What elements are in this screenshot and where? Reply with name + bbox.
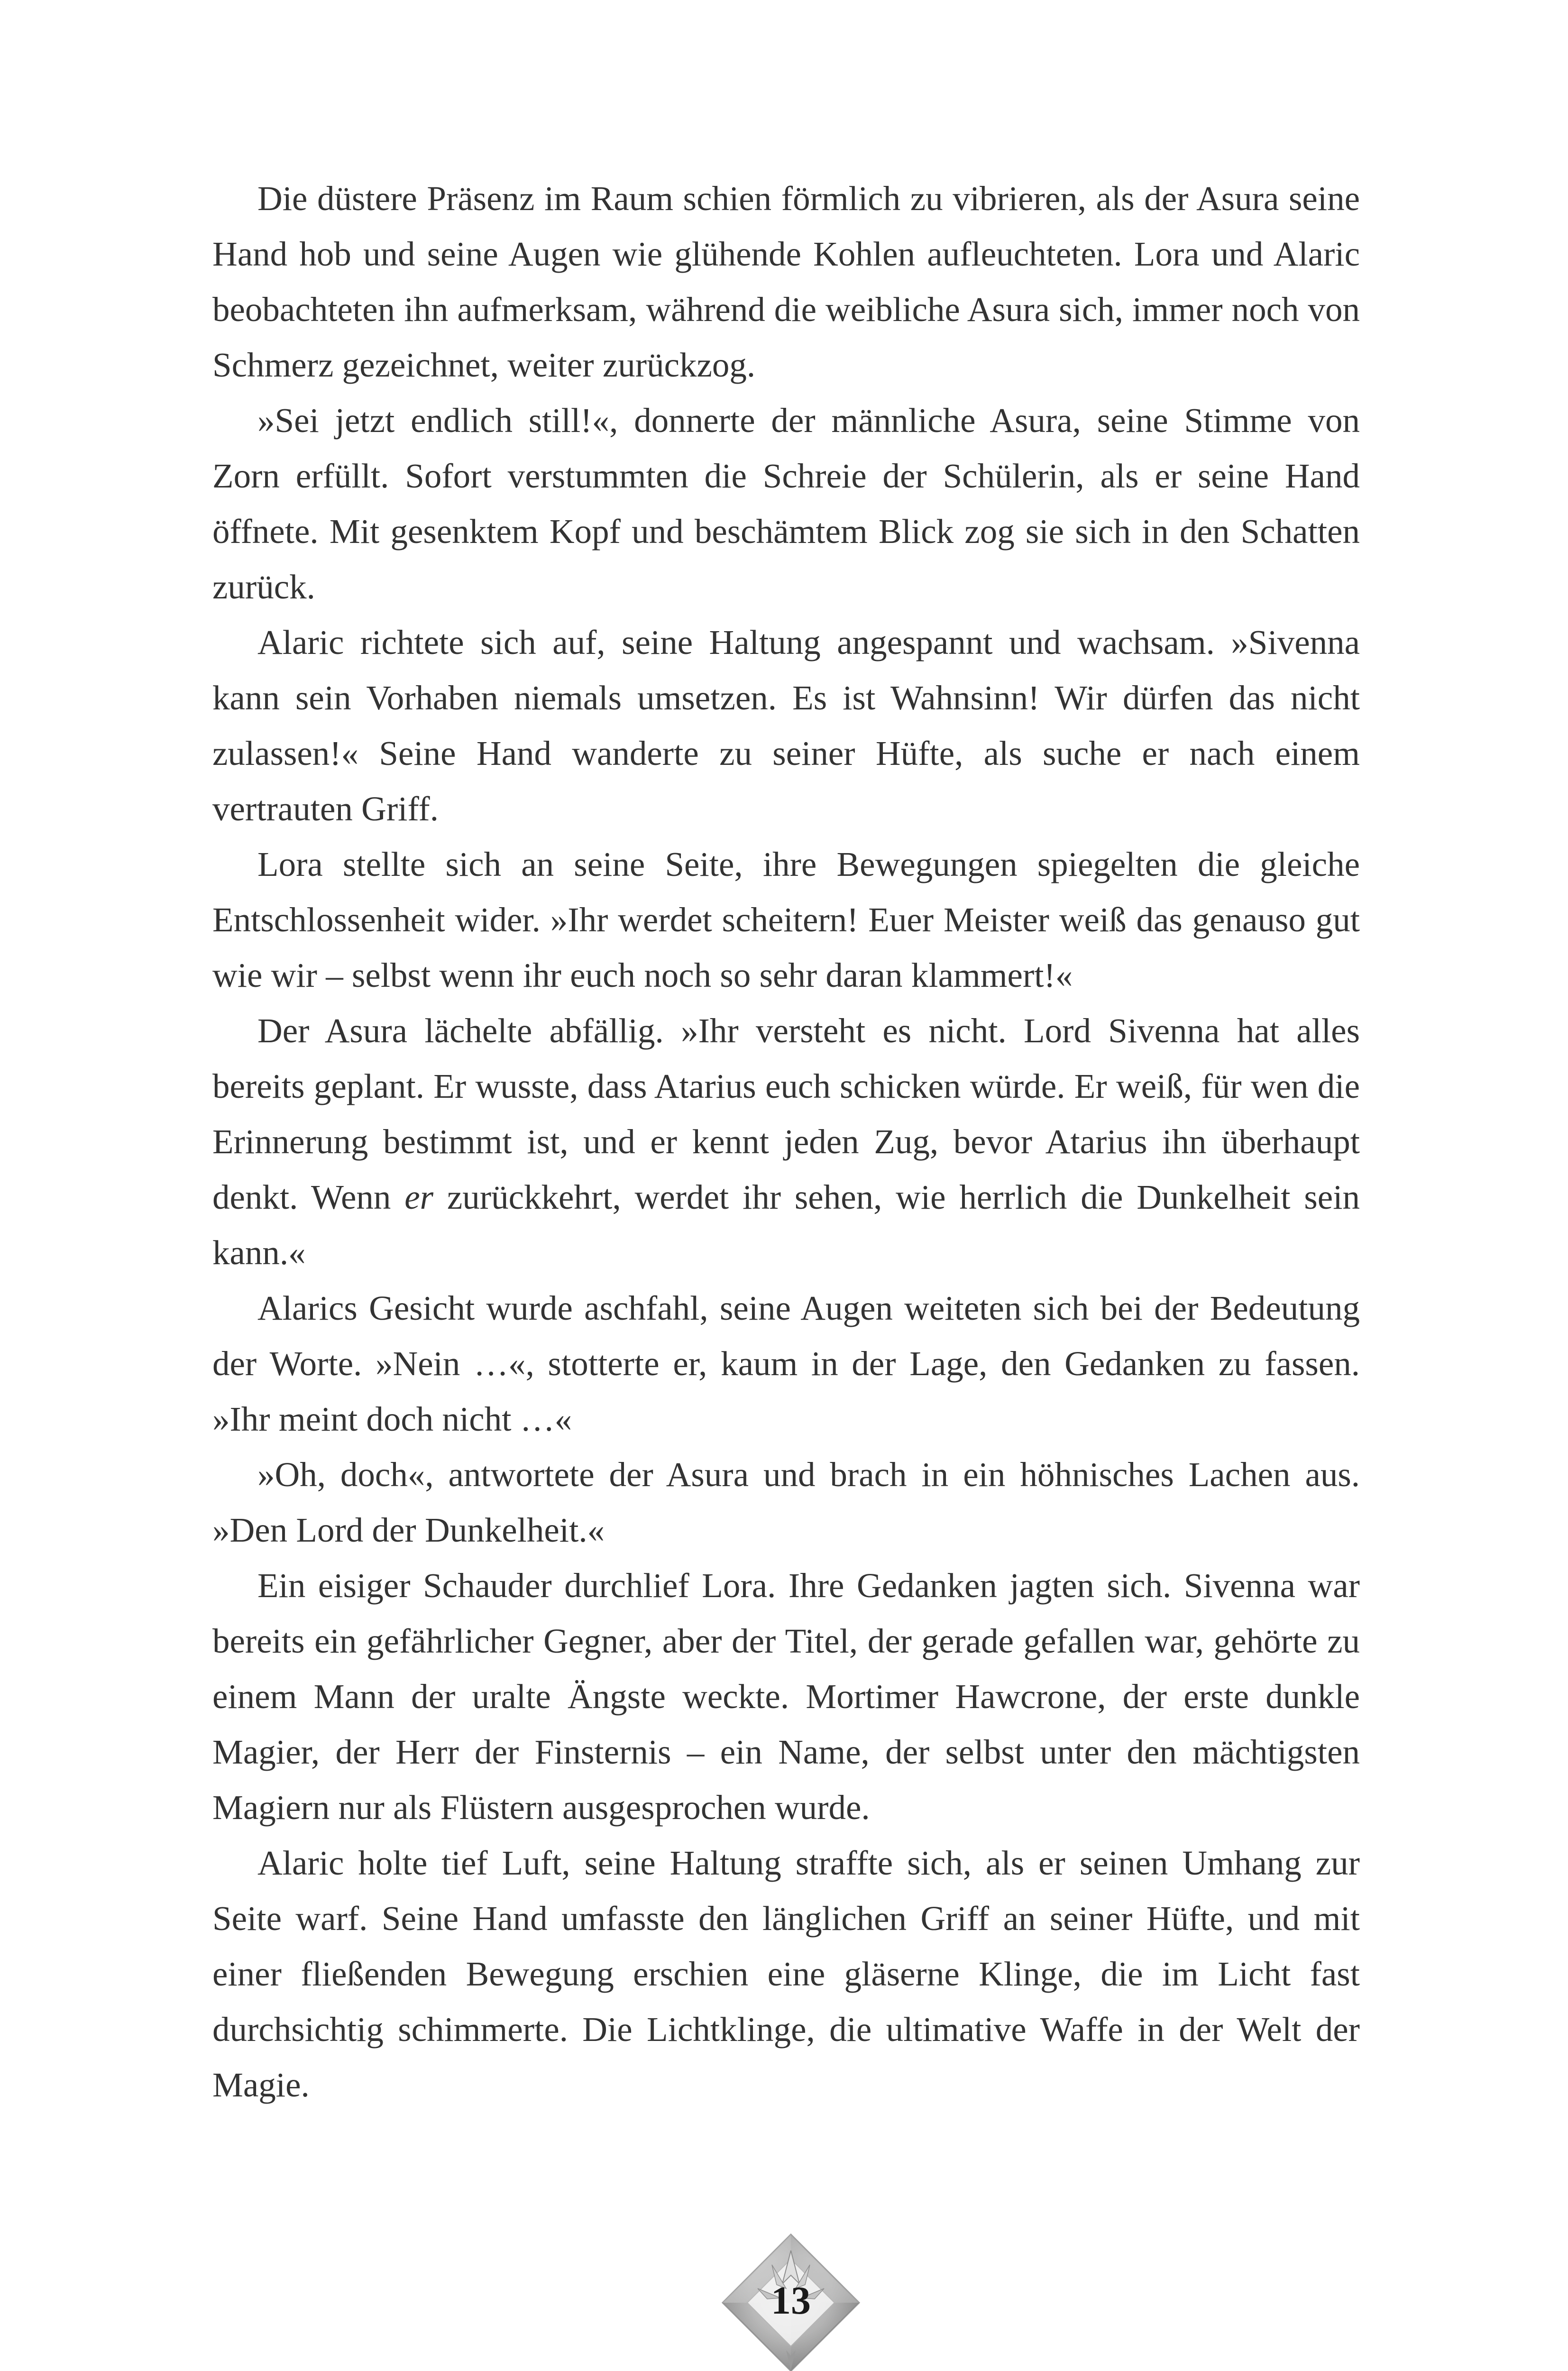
paragraph-text: »Oh, doch«, antwortete der Asura und brach in ein höhnisches Lachen aus. »Den Lord der Dunkelheit.« <box>212 1455 1360 1549</box>
paragraph <box>212 1558 1360 1835</box>
paragraph <box>212 393 1360 615</box>
body-text <box>212 171 1360 2113</box>
paragraph-text: Alarics Gesicht wurde aschfahl, seine Augen weiteten sich bei der Bedeutung der Worte. »Nein …«, stotterte er, kaum in der Lage, den Gedanken zu fassen. »Ihr meint doch nicht …« <box>212 1289 1360 1438</box>
paragraph <box>212 836 1360 1003</box>
paragraph-text: Ein eisiger Schauder durchlief Lora. Ihre Gedanken jagten sich. Sivenna war bereits ein gefährlicher Gegner, aber der Titel, der gerade gefallen war, gehörte zu einem Mann der uralte Ängste weckte. Mortimer Hawcrone, der erste dunkle Magier, der Herr der Finsternis – ein Name, der selbst unter den mächtigsten Magiern nur als Flüstern ausgesprochen wurde. <box>212 1566 1360 1827</box>
paragraph <box>212 1280 1360 1447</box>
paragraph <box>212 1447 1360 1558</box>
emphasis-text: er <box>404 1178 434 1216</box>
paragraph-text: Alaric holte tief Luft, seine Haltung straffte sich, als er seinen Umhang zur Seite warf. Seine Hand umfasste den länglichen Griff an seiner Hüfte, und mit einer fließenden Bewegung erschien eine gläserne Klinge, die im Licht fast durchsichtig schimmerte. Die Lichtklinge, die ultimative Waffe in der Welt der Magie. <box>212 1844 1360 2104</box>
paragraph <box>212 171 1360 393</box>
page-number-badge <box>720 2232 862 2371</box>
page-number: 13 <box>771 2279 811 2323</box>
paragraph <box>212 615 1360 836</box>
paragraph <box>212 1003 1360 1280</box>
paragraph-text: Der Asura lächelte abfällig. »Ihr versteht es nicht. Lord Sivenna hat alles bereits geplant. Er wusste, dass Atarius euch schicken würde. Er weiß, für wen die Erinnerung bestimmt ist, und er kennt jeden Zug, bevor Atarius ihn überhaupt denkt. Wenn <box>212 1011 1360 1216</box>
paragraph-text: Alaric richtete sich auf, seine Haltung angespannt und wachsam. »Sivenna kann sein Vorhaben niemals umsetzen. Es ist Wahnsinn! Wir dürfen das nicht zulassen!« Seine Hand wanderte zu seiner Hüfte, als suche er nach einem vertrauten Griff. <box>212 623 1360 828</box>
paragraph-text: Lora stellte sich an seine Seite, ihre Bewegungen spiegelten die gleiche Entschlossenheit wider. »Ihr werdet scheitern! Euer Meister weiß das genauso gut wie wir – selbst wenn ihr euch noch so sehr daran klammert!« <box>212 845 1360 994</box>
paragraph-text: zurückkehrt, werdet ihr sehen, wie herrlich die Dunkelheit sein kann.« <box>212 1178 1360 1272</box>
paragraph <box>212 1835 1360 2113</box>
paragraph-text: »Sei jetzt endlich still!«, donnerte der männliche Asura, seine Stimme von Zorn erfüllt. Sofort verstummten die Schreie der Schülerin, als er seine Hand öffnete. Mit gesenktem Kopf und beschämtem Blick zog sie sich in den Schatten zurück. <box>212 401 1360 606</box>
paragraph-text: Die düstere Präsenz im Raum schien förmlich zu vibrieren, als der Asura seine Hand hob und seine Augen wie glühende Kohlen aufleuchteten. Lora und Alaric beobachteten ihn aufmerksam, während die weibliche Asura sich, immer noch von Schmerz gezeichnet, weiter zurückzog. <box>212 179 1360 384</box>
